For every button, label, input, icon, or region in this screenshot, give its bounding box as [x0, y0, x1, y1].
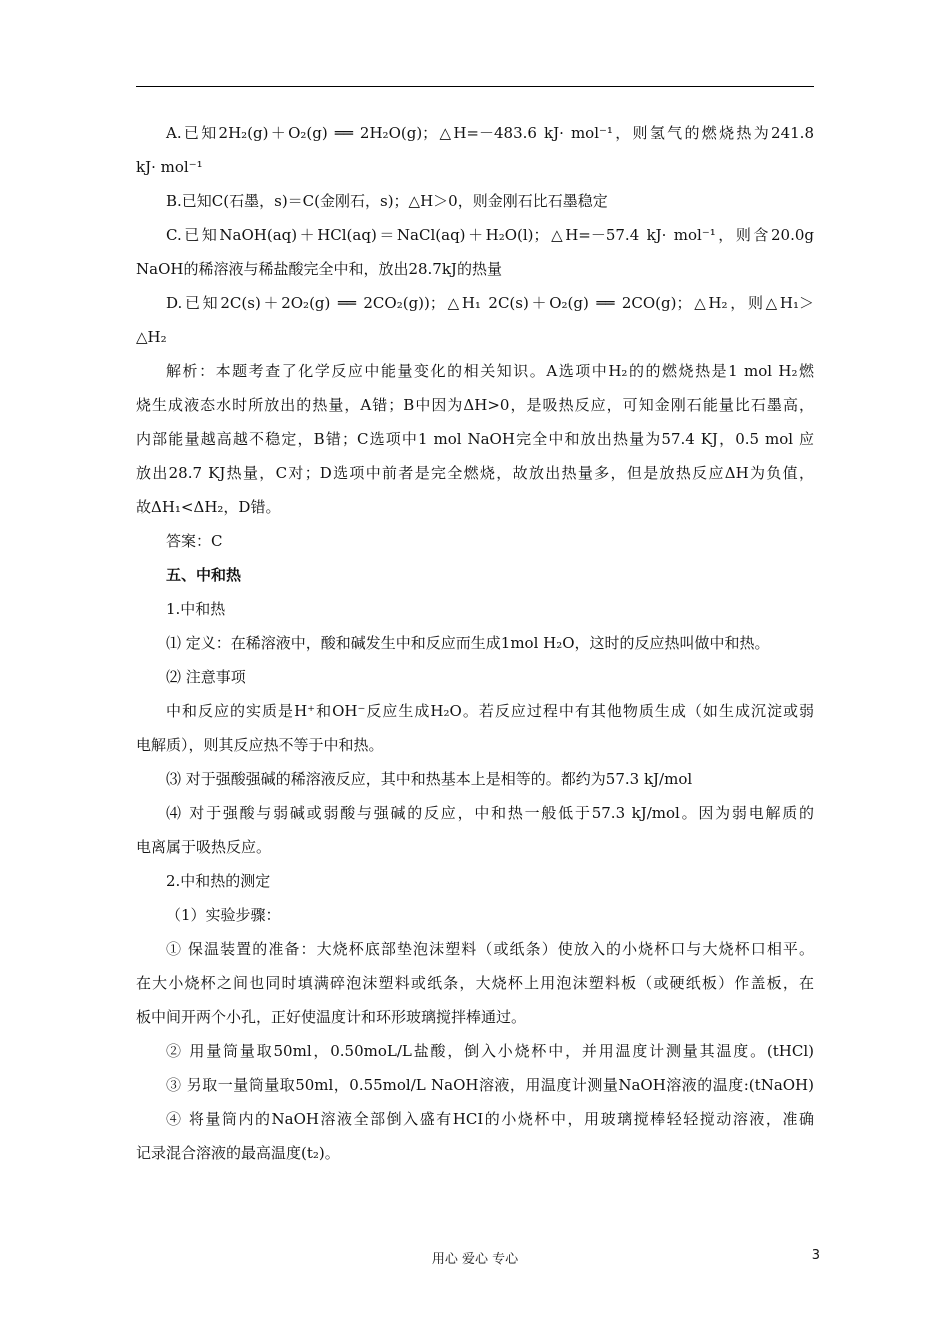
text-line: kJ· mol⁻¹ — [136, 158, 203, 176]
text-line: ③ 另取一量筒量取50ml，0.55mol/L NaOH溶液，用温度计测量NaOH溶液的温度:(tNaOH) — [166, 1076, 814, 1094]
text-line: （1）实验步骤： — [166, 906, 281, 924]
text-line: NaOH的稀溶液与稀盐酸完全中和，放出28.7kJ的热量 — [136, 260, 502, 278]
header-rule — [136, 86, 814, 87]
text-line: ⑶ 对于强酸强碱的稀溶液反应，其中和热基本上是相等的。都约为57.3 kJ/mol — [166, 770, 693, 788]
text-line: 内部能量越高越不稳定，B错；C选项中1 mol NaOH完全中和放出热量为57.4 KJ，0.5 mol 应 — [136, 430, 814, 448]
text-line: 电离属于吸热反应。 — [136, 838, 272, 856]
text-line: B.已知C(石墨，s)＝C(金刚石，s)；△H＞0，则金刚石比石墨稳定 — [166, 192, 608, 210]
text-line: ⑴ 定义：在稀溶液中，酸和碱发生中和反应而生成1mol H₂O，这时的反应热叫做中和热。 — [166, 634, 770, 652]
text-line: 在大小烧杯之间也同时填满碎泡沫塑料或纸条，大烧杯上用泡沫塑料板（或硬纸板）作盖板，在 — [136, 974, 814, 992]
text-line: A.已知2H₂(g)＋O₂(g) ══ 2H₂O(g)；△H=－483.6 kJ· mol⁻¹，则氢气的燃烧热为241.8 — [166, 124, 814, 142]
text-line: 1.中和热 — [166, 600, 226, 618]
text-line: 答案：C — [166, 532, 223, 550]
text-line: 2.中和热的测定 — [166, 872, 271, 890]
text-line: D.已知2C(s)＋2O₂(g) ══ 2CO₂(g))；△H₁ 2C(s)＋O₂(g) ══ 2CO(g)；△H₂，则△H₁＞ — [166, 294, 814, 312]
text-line: 中和反应的实质是H⁺和OH⁻反应生成H₂O。若反应过程中有其他物质生成（如生成沉淀或弱 — [166, 702, 814, 720]
section-heading: 五、中和热 — [166, 566, 242, 584]
text-line: 放出28.7 KJ热量，C对；D选项中前者是完全燃烧，故放出热量多，但是放热反应ΔH为负值， — [136, 464, 814, 482]
text-line: △H₂ — [136, 328, 167, 346]
text-line: 电解质），则其反应热不等于中和热。 — [136, 736, 384, 754]
text-line: ⑷ 对于强酸与弱碱或弱酸与强碱的反应，中和热一般低于57.3 kJ/mol。因为弱电解质的 — [166, 804, 814, 822]
page-number: 3 — [811, 1248, 820, 1263]
text-line: 记录混合溶液的最高温度(t₂)。 — [136, 1144, 340, 1162]
text-line: ② 用量筒量取50ml，0.50moL/L盐酸，倒入小烧杯中，并用温度计测量其温度。(tHCl) — [166, 1042, 814, 1060]
text-line: ① 保温装置的准备：大烧杯底部垫泡沫塑料（或纸条）使放入的小烧杯口与大烧杯口相平。 — [166, 940, 814, 958]
text-line: 板中间开两个小孔，正好使温度计和环形玻璃搅拌棒通过。 — [136, 1008, 527, 1026]
page-footer — [0, 1248, 950, 1268]
text-line: ⑵ 注意事项 — [166, 668, 246, 686]
text-line: 故ΔH₁<ΔH₂，D错。 — [136, 498, 281, 516]
text-line: 解析：本题考查了化学反应中能量变化的相关知识。A选项中H₂的的燃烧热是1 mol H₂燃 — [166, 362, 814, 380]
footer-slogan: 用心 爱心 专心 — [431, 1252, 519, 1267]
document-body — [136, 116, 814, 1170]
text-line: ④ 将量筒内的NaOH溶液全部倒入盛有HCI的小烧杯中，用玻璃搅棒轻轻搅动溶液，准确 — [166, 1110, 814, 1128]
text-line: 烧生成液态水时所放出的热量，A错；B中因为ΔH>0，是吸热反应，可知金刚石能量比石墨高， — [136, 396, 814, 414]
text-line: C.已知NaOH(aq)＋HCl(aq)＝NaCl(aq)＋H₂O(l)；△H=－57.4 kJ· mol⁻¹，则含20.0g — [166, 226, 814, 244]
